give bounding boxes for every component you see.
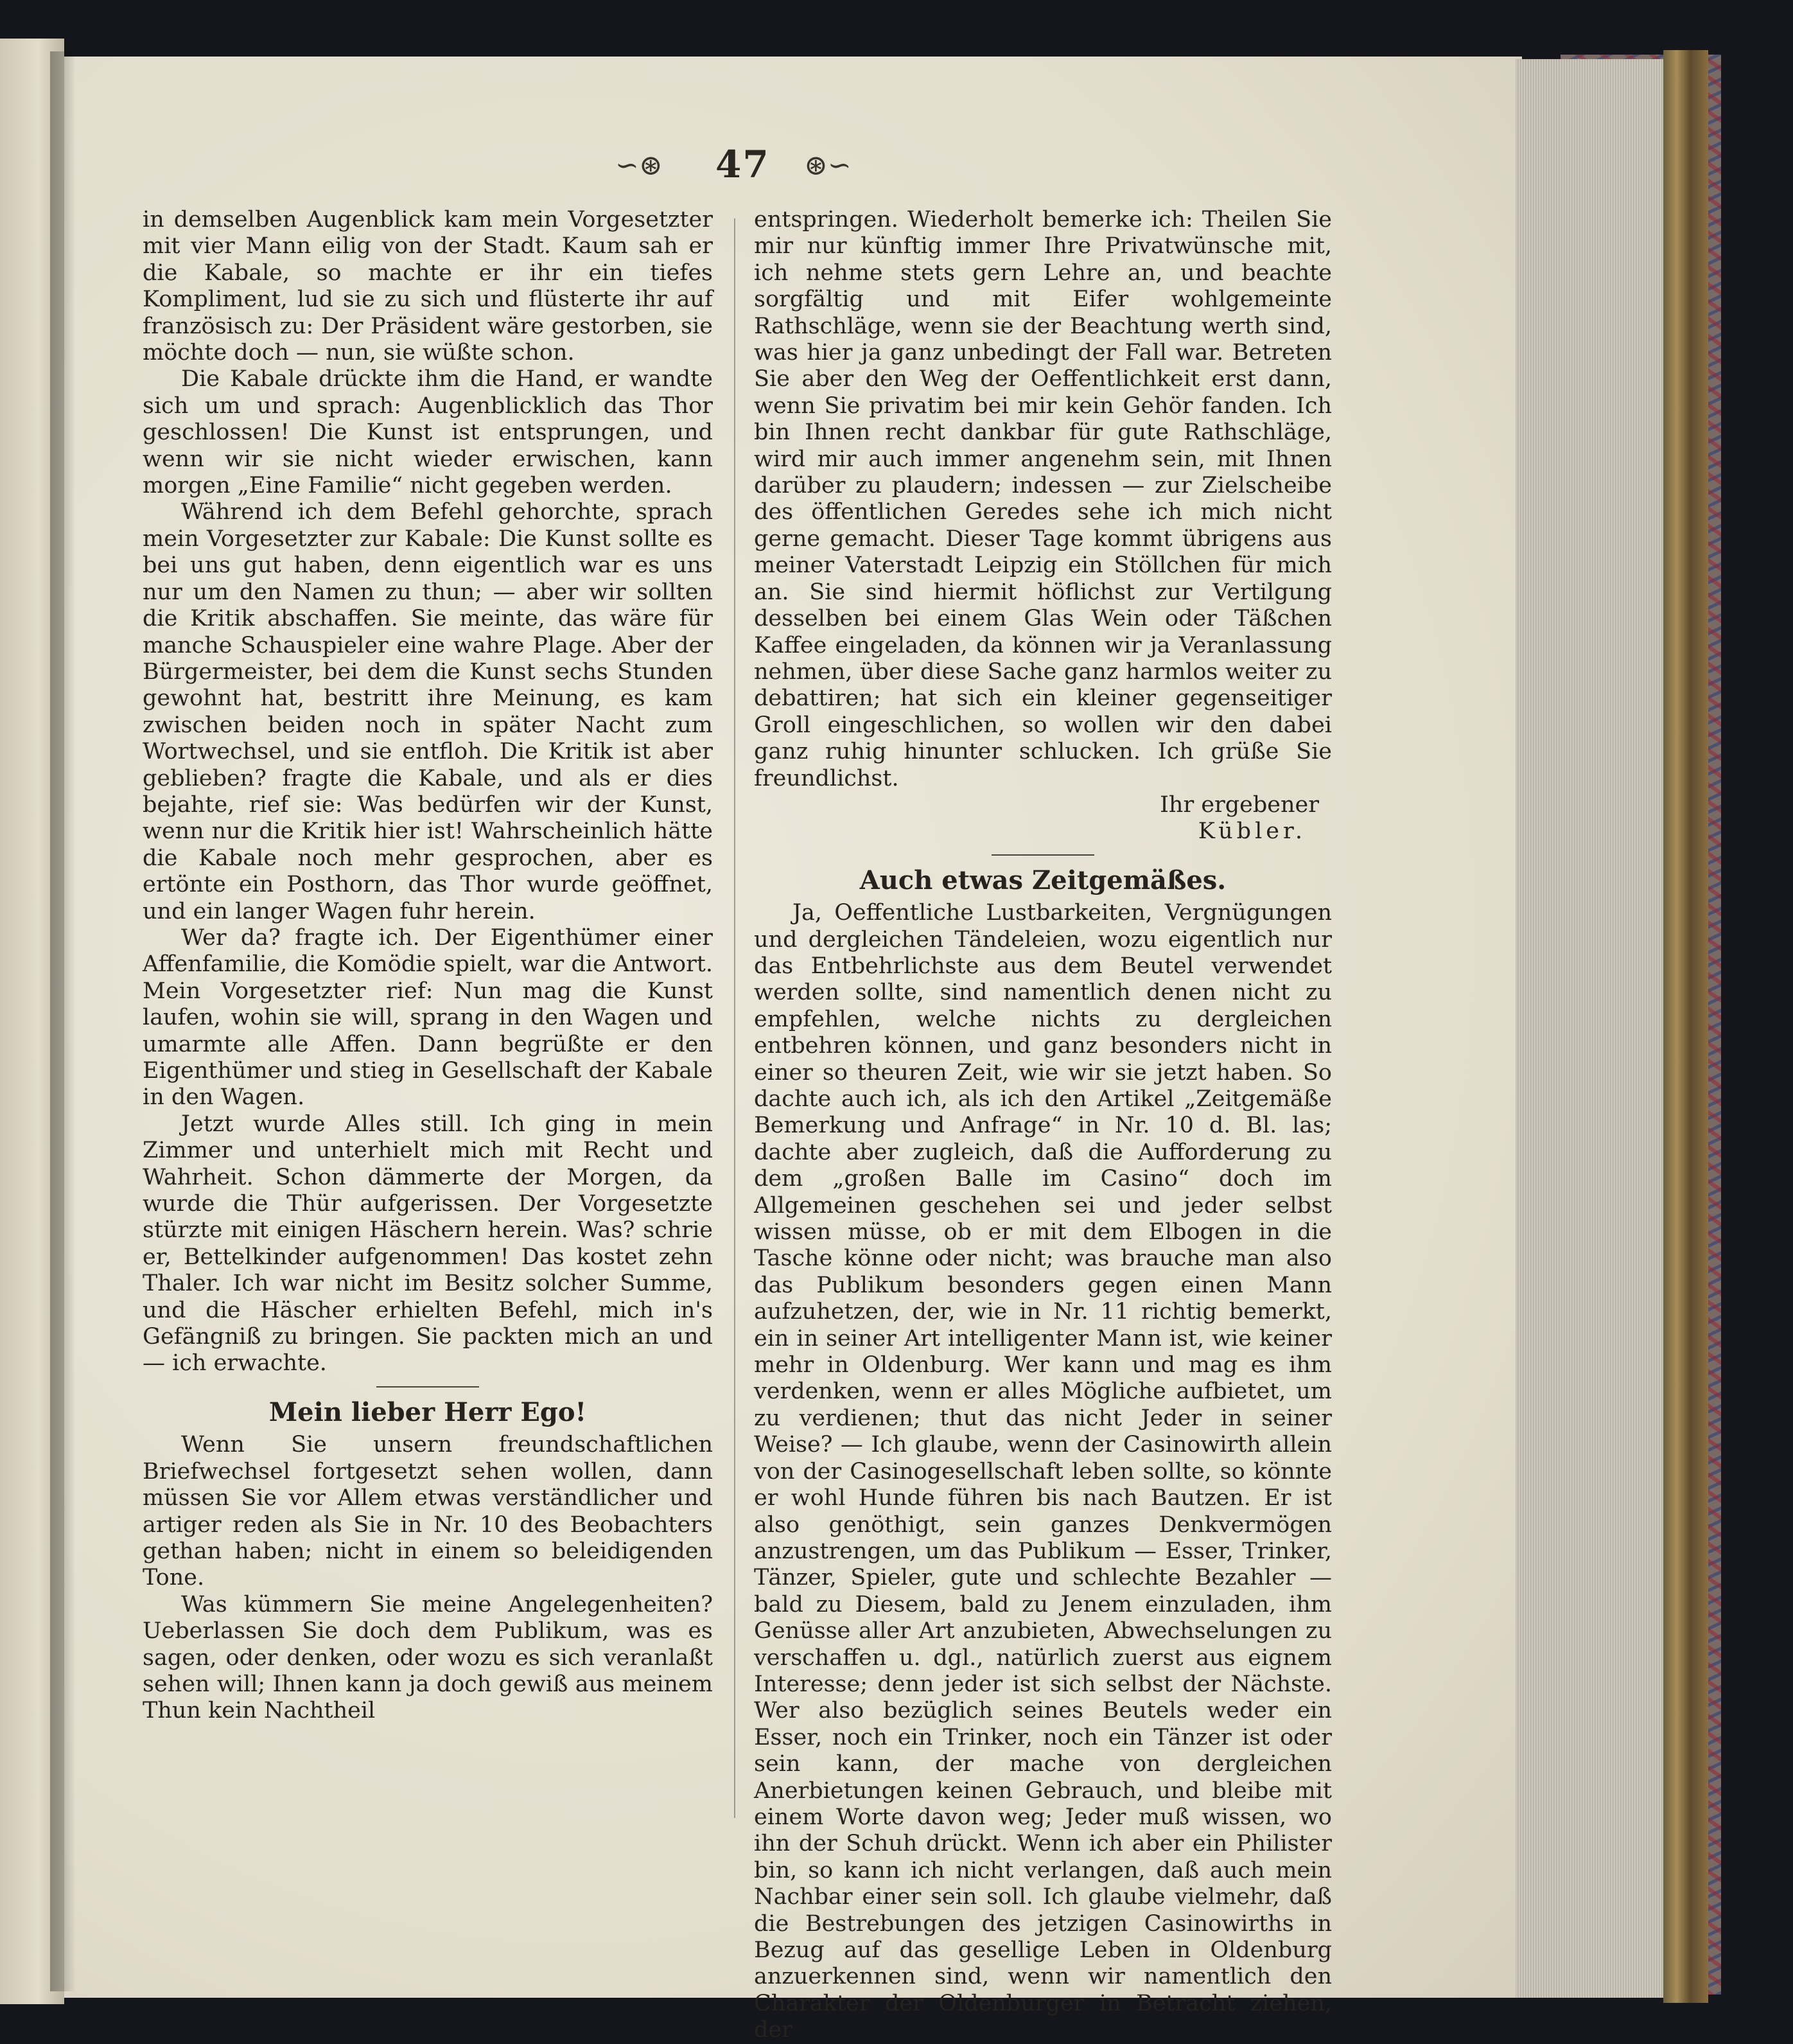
article-heading: Auch etwas Zeitgemäßes. xyxy=(859,865,1227,895)
paragraph: in demselben Augenblick kam mein Vorgesetzter mit vier Mann eilig von der Stadt. Kaum sah er die Kabale, so machte er ihr ein tiefes Kompliment, lud sie zu sich und flüsterte ihr auf französisch zu: Der Präsident wäre gestorben, sie möchte doch — nun, sie wüßte schon. xyxy=(143,207,713,366)
page-gutter xyxy=(50,51,76,1991)
paragraph: Jetzt wurde Alles still. Ich ging in mein Zimmer und unterhielt mich mit Recht und Wahrheit. Schon dämmerte der Morgen, da wurde die Thür aufgerissen. Der Vorgesetzte stürzte mit einigen Häschern herein. Was? schrie er, Bettelkinder aufgenommen! Das kostet zehn Thaler. Ich war nicht im Besitz solcher Summe, und die Häscher erhielten Befehl, mich in's Gefängniß zu bringen. Sie packten mich an und — ich erwachte. xyxy=(143,1111,713,1377)
header-ornament-left: ∽⊛ xyxy=(615,149,663,182)
article-heading: Mein lieber Herr Ego! xyxy=(268,1396,587,1427)
header-ornament-right: ⊛∽ xyxy=(804,149,852,182)
paragraph: Was kümmern Sie meine Angelegenheiten? Ueberlassen Sie doch dem Publikum, was es sagen, oder denken, oder wozu es sich veranlaßt sehen will; Ihnen kann ja doch gewiß aus meinem Thun kein Nachtheil xyxy=(143,1591,713,1724)
book-cover-edge xyxy=(1663,50,1708,2003)
letter-closing: Ihr ergebener xyxy=(1160,791,1319,818)
section-divider xyxy=(992,854,1094,856)
section-divider xyxy=(376,1386,479,1388)
paragraph: Während ich dem Befehl gehorchte, sprach mein Vorgesetzter zur Kabale: Die Kunst sollte es bei uns gut haben, denn eigentlich war es uns nur um den Namen zu thun; — aber wir sollten die Kritik abschaffen. Sie meinte, das wäre für manche Schauspieler eine wahre Plage. Aber der Bürgermeister, bei dem die Kunst sechs Stunden gewohnt hat, bestritt ihre Meinung, es kam zwischen beiden noch in später Nacht zum Wortwechsel, und sie entfloh. Die Kritik ist aber geblieben? fragte die Kabale, und als er dies bejahte, rief sie: Was bedürfen wir der Kunst, wenn nur die Kritik hier ist! Wahrscheinlich hätte die Kabale noch mehr gesprochen, aber es ertönte ein Posthorn, das Thor wurde geöffnet, und ein langer Wagen fuhr herein. xyxy=(143,499,713,924)
paragraph: Wer da? fragte ich. Der Eigenthümer einer Affenfamilie, die Komödie spielt, war die Antwort. Mein Vorgesetzter rief: Nun mag die Kunst laufen, wohin sie will, sprang in den Wagen und umarmte alle Affen. Dann begrüßte er den Eigenthümer und stieg in Gesellschaft der Kabale in den Wagen. xyxy=(143,924,713,1111)
paragraph: Die Kabale drückte ihm die Hand, er wandte sich um und sprach: Augenblicklich das Thor geschlossen! Die Kunst ist entsprungen, und wenn wir sie nicht wieder erwischen, kann morgen „Eine Familie“ nicht gegeben werden. xyxy=(143,366,713,499)
paragraph: entspringen. Wiederholt bemerke ich: Theilen Sie mir nur künftig immer Ihre Privatwünsche mit, ich nehme stets gern Lehre an, und beachte sorgfältig und mit Eifer wohlgemeinte Rathschläge, wenn sie der Beachtung werth sind, was hier ja ganz unbedingt der Fall war. Betreten Sie aber den Weg der Oeffentlichkeit erst dann, wenn Sie privatim bei mir kein Gehör fanden. Ich bin Ihnen recht dankbar für gute Rathschläge, wird mir auch immer angenehm sein, mit Ihnen darüber zu plaudern; indessen — zur Zielscheibe des öffentlichen Geredes sehe ich mich nicht gerne gemacht. Dieser Tage kommt übrigens aus meiner Vaterstadt Leipzig ein Stöllchen für mich an. Sie sind hiermit höflichst zur Vertilgung desselben bei einem Glas Wein oder Täßchen Kaffee eingeladen, da können wir ja Veranlassung nehmen, über diese Sache ganz harmlos weiter zu debattiren; hat sich ein kleiner gegenseitiger Groll eingeschlichen, so wollen wir den dabei ganz ruhig hinunter schlucken. Ich grüße Sie freundlichst. xyxy=(754,207,1332,791)
right-column xyxy=(754,207,1332,2044)
page-block-edges xyxy=(1516,59,1670,1998)
paragraph: Wenn Sie unsern freundschaftlichen Briefwechsel fortgesetzt sehen wollen, dann müssen Sie vor Allem etwas verständlicher und artiger reden als Sie in Nr. 10 des Beobachters gethan haben; nicht in einem so beleidigenden Tone. xyxy=(143,1432,713,1591)
column-divider xyxy=(734,218,735,1818)
left-column xyxy=(143,207,713,1725)
paragraph: Ja, Oeffentliche Lustbarkeiten, Vergnügungen und dergleichen Tändeleien, wozu eigentlich nur das Entbehrlichste aus dem Beutel verwendet werden sollte, sind namentlich denen nicht zu empfehlen, welche nichts zu dergleichen entbehren können, und ganz besonders nicht in einer so theuren Zeit, wie wir sie jetzt haben. So dachte auch ich, als ich den Artikel „Zeitgemäße Bemerkung und Anfrage“ in Nr. 10 d. Bl. las; dachte aber zugleich, daß die Aufforderung zu dem „großen Balle im Casino“ doch im Allgemeinen geschehen sei und jeder selbst wissen müsse, ob er mit dem Elbogen in die Tasche könne oder nicht; was brauche man also das Publikum besonders gegen einen Mann aufzuhetzen, der, wie in Nr. 11 richtig bemerkt, ein in seiner Art intelligenter Mann ist, wie keiner mehr in Oldenburg. Wer kann und mag es ihm verdenken, wenn er alles Mögliche aufbietet, um zu verdienen; thut das nicht Jeder in seiner Weise? — Ich glaube, wenn der Casinowirth allein von der Casinogesellschaft leben sollte, so könnte er wohl Hunde führen bis nach Bautzen. Er ist also genöthigt, sein ganzes Denkvermögen anzustrengen, um das Publikum — Esser, Trinker, Tänzer, Spieler, gute und schlechte Bezahler — bald zu Diesem, bald zu Jenem einzuladen, ihm Genüsse aller Art anzubieten, Abwechselungen zu verschaffen u. dgl., natürlich zuerst aus eignem Interesse; denn jeder ist sich selbst der Nächste. Wer also bezüglich seines Beutels weder ein Esser, noch ein Trinker, noch ein Tänzer ist oder sein kann, der mache von dergleichen Anerbietungen keinen Gebrauch, und bleibe mit einem Worte davon weg; Jeder muß wissen, wo ihn der Schuh drückt. Wenn ich aber ein Philister bin, so kann ich nicht verlangen, daß auch mein Nachbar einer sein soll. Ich glaube vielmehr, daß die Bestrebungen des jetzigen Casinowirths in Bezug auf das gesellige Leben in Oldenburg anzuerkennen sind, wenn wir namentlich den Charakter der Oldenburger in Betracht ziehen, der xyxy=(754,900,1332,2043)
page-number: 47 xyxy=(715,143,770,186)
letter-signature: Kübler. xyxy=(1198,818,1306,845)
